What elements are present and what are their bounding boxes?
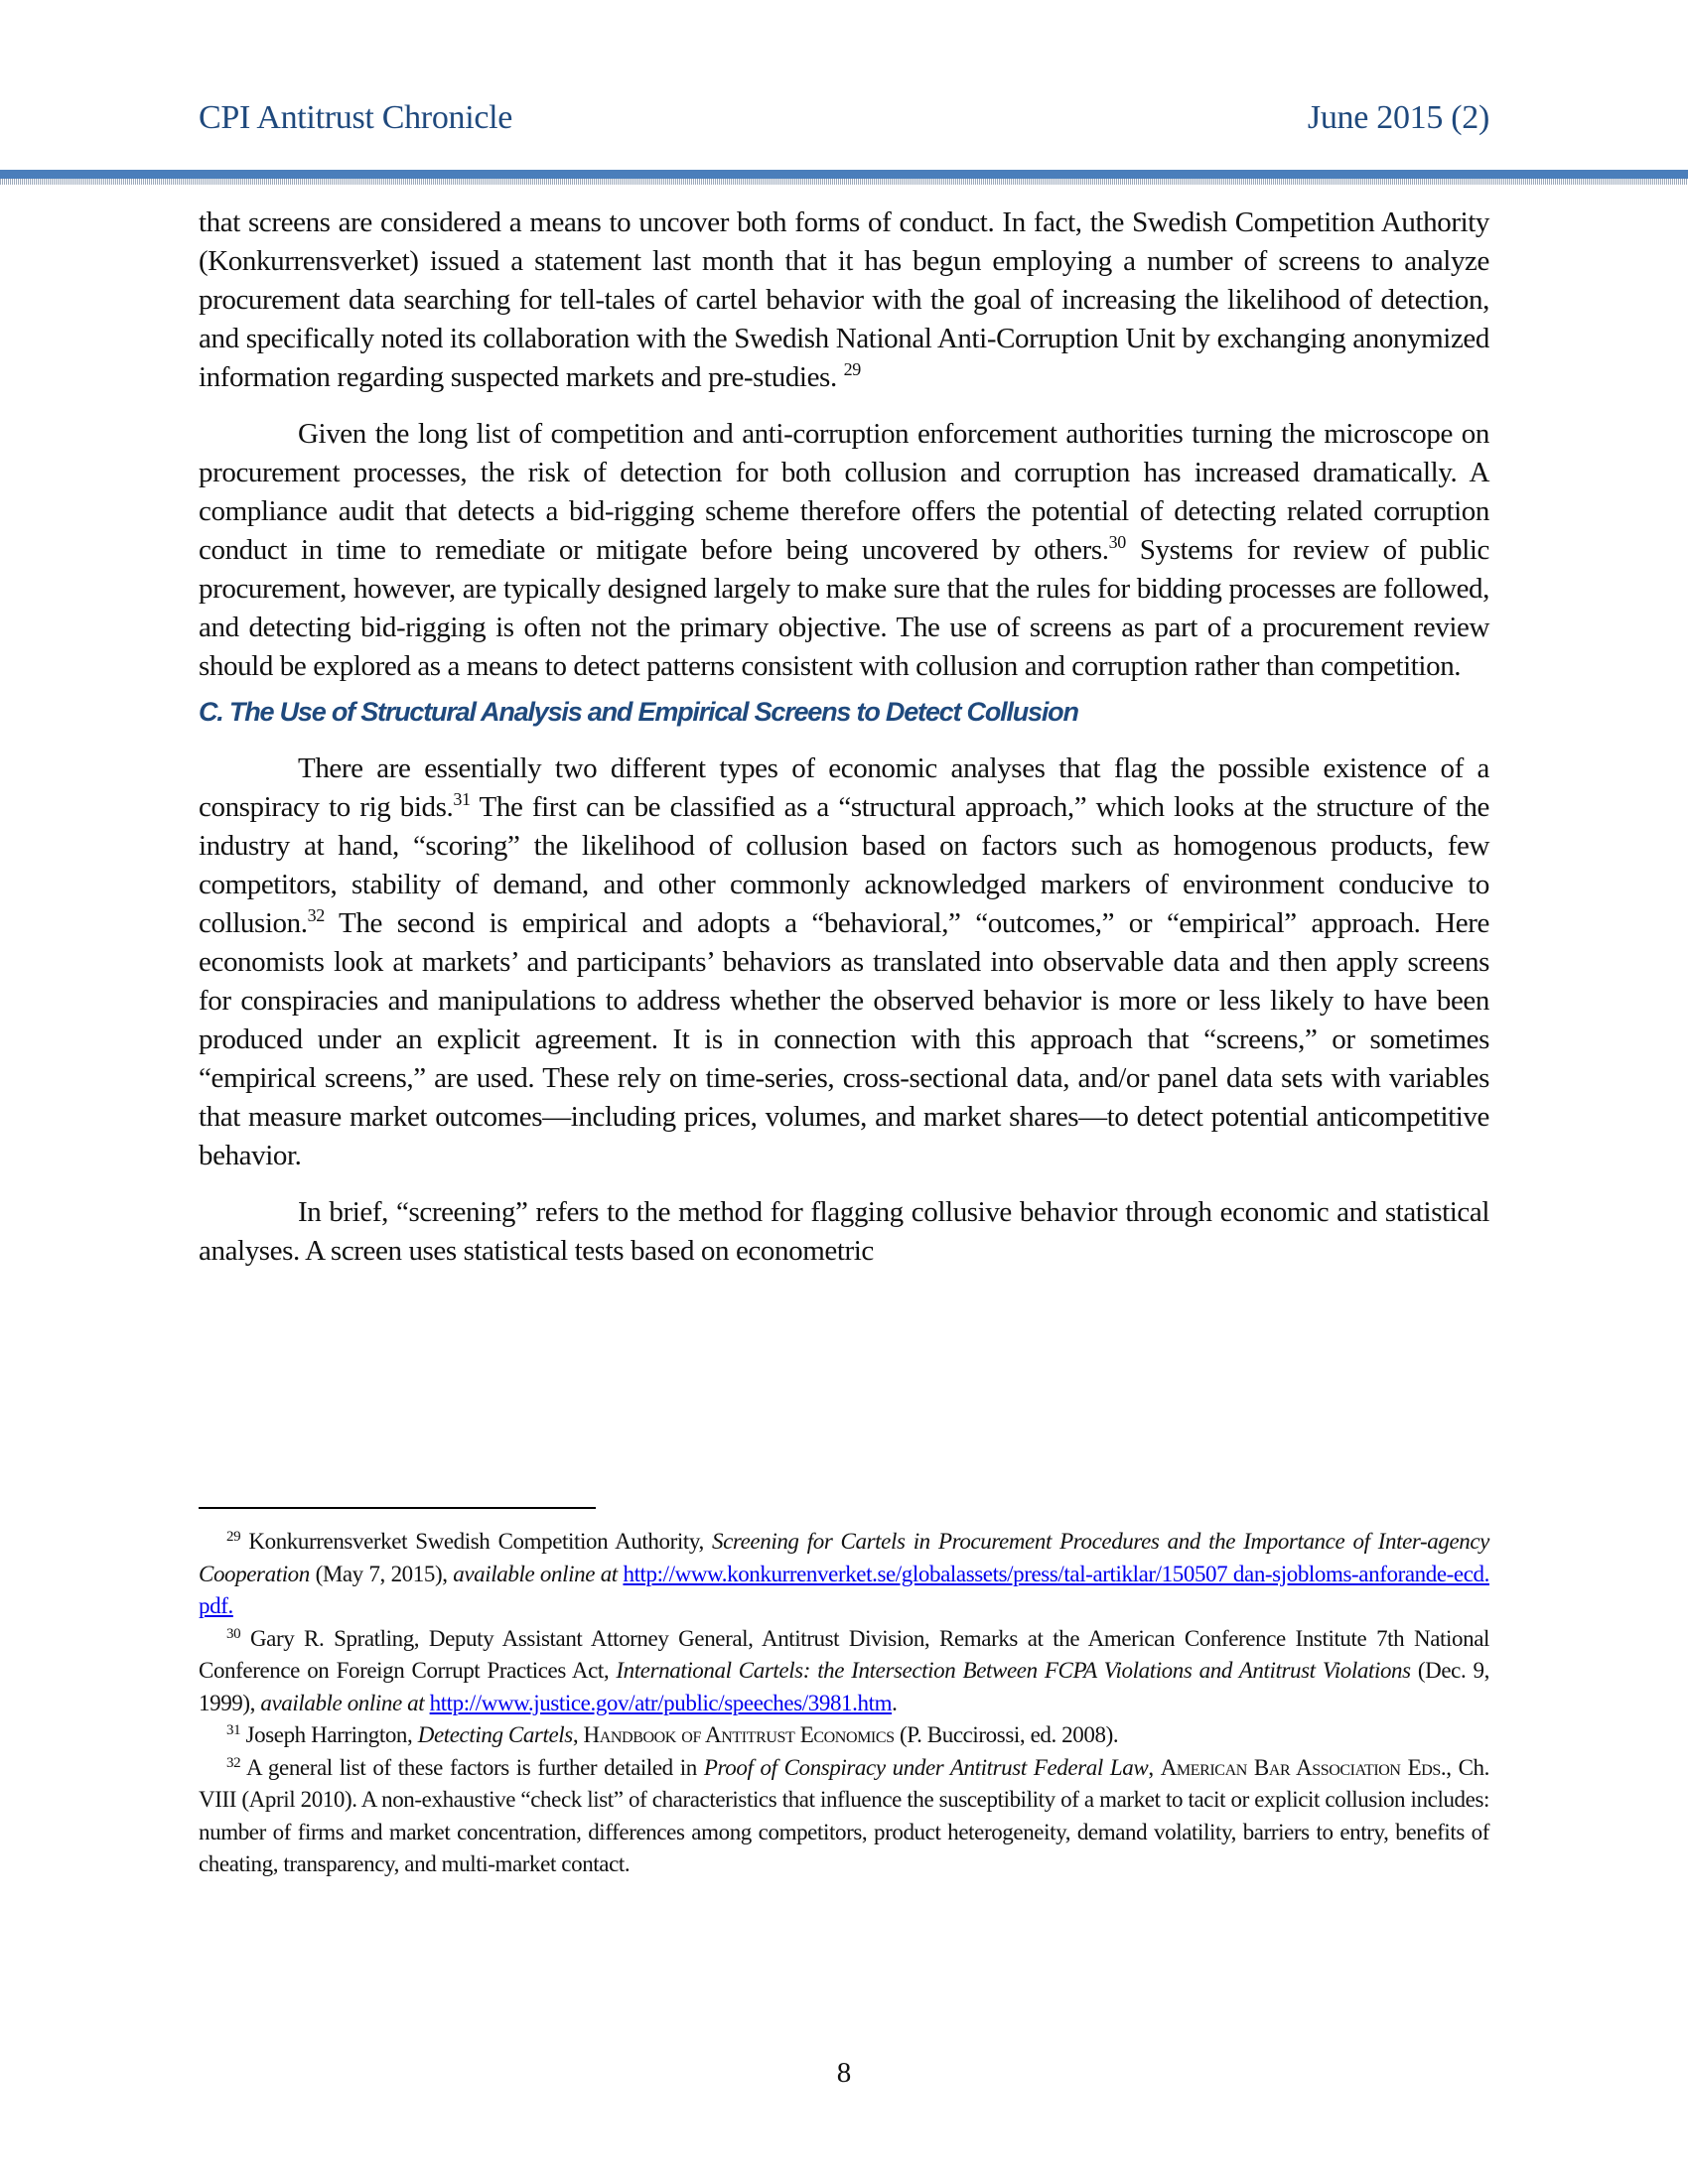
- paragraph: In brief, “screening” refers to the method for flagging collusive behavior through economic and statistical analyses. A screen uses statistical tests based on econometric: [199, 1196, 1489, 1267]
- paragraph: that screens are considered a means to uncover both forms of conduct. In fact, the Swedish Competition Authority (Konkurrensverket) issued a statement last month that it has begun employing a number of screens to analyze procurement data searching for tell-tales of cartel behavior with the goal of increasing the likelihood of detection, and specifically noted its collaboration with the Swedish National Anti-Corruption Unit by exchanging anonymized information regarding suspected markets and pre-studies. $^{29}$: [199, 206, 1489, 393]
- issue-date: June 2015 (2): [1307, 99, 1489, 136]
- paragraph: There are essentially two different types of economic analyses that flag the possible existence of a conspiracy to rig bids.$^{31}$ The first can be classified as a “structural approach,” which looks at the structure of the industry at hand, “scoring” the likelihood of collusion based on factors such as homogenous products, few competitors, stability of demand, and other commonly acknowledged markers of environment conducive to collusion.$^{32}$ The second is empirical and adopts a “behavioral,” “outcomes,” or “empirical” approach. Here economists look at markets’ and participants’ behaviors as translated into observable data and then apply screens for conspiracies and manipulations to address whether the observed behavior is more or less likely to have been produced under an explicit agreement. It is in connection with this approach that “screens,” or sometimes “empirical screens,” are used. These rely on time-series, cross-sectional data, and/or panel data sets with variables that measure market outcomes—including prices, volumes, and market shares—to detect potential anticompetitive behavior.: [199, 752, 1490, 1171]
- footnote-29: $^{29}$ Konkurrensverket Swedish Competition Authority, Screening for Cartels in Procurement Procedures and the Importance of Inter-agency Cooperation (May 7, 2015), available online at http://www.konkurrenverket.se/globalassets/press/tal-artiklar/150507 dan-sjobloms-anforande-ecd.pdf.: [199, 1529, 1489, 1618]
- footnotes: [199, 1526, 1489, 1881]
- header-rule-pattern: [0, 179, 1688, 185]
- footnote-link[interactable]: http://www.justice.gov/atr/public/speeches/3981.htm: [429, 1690, 893, 1715]
- publication-title: CPI Antitrust Chronicle: [199, 99, 513, 136]
- footnote-ref[interactable]: 29: [843, 359, 861, 379]
- page-number: 8: [836, 2057, 852, 2089]
- header-rule: [0, 170, 1688, 179]
- section-heading: C. The Use of Structural Analysis and Empirical Screens to Detect Collusion: [199, 697, 1078, 727]
- main-text: [199, 204, 1489, 1289]
- footnote-32: $^{32}$ A general list of these factors is further detailed in Proof of Conspiracy under Antitrust Federal Law, American Bar Association Eds., Ch. VIII (April 2010). A non-exhaustive “check list” of characteristics that influence the susceptibility of a market to tacit or explicit collusion includes: number of firms and market concentration, differences among competitors, product heterogeneity, demand volatility, barriers to entry, benefits of cheating, transparency, and multi-market contact.: [199, 1754, 1490, 1876]
- footnote-ref[interactable]: 30: [1108, 532, 1126, 552]
- footnote-30: $^{30}$ Gary R. Spratling, Deputy Assistant Attorney General, Antitrust Division, Remarks at the American Conference Institute 7th National Conference on Foreign Corrupt Practices Act, International Cartels: the Intersection Between FCPA Violations and Antitrust Violations (Dec. 9, 1999), available online at http://www.justice.gov/atr/public/speeches/3981.htm.: [199, 1625, 1489, 1715]
- footnote-ref[interactable]: 32: [307, 905, 325, 925]
- footnote-ref[interactable]: 31: [453, 789, 471, 809]
- running-header: [199, 99, 1489, 149]
- footnote-31: $^{31}$ Joseph Harrington, Detecting Cartels, Handbook of Antitrust Economics (P. Buccirossi, ed. 2008).: [226, 1722, 1119, 1747]
- footnote-separator: [199, 1507, 596, 1509]
- footnote-link[interactable]: http://www.konkurrenverket.se/globalassets/press/tal-artiklar/150507 dan-sjobloms-anforande-ecd.pdf.: [199, 1561, 1489, 1618]
- paragraph: Given the long list of competition and anti-corruption enforcement authorities turning the microscope on procurement processes, the risk of detection for both collusion and corruption has increased dramatically. A compliance audit that detects a bid-rigging scheme therefore offers the potential of detecting related corruption conduct in time to remediate or mitigate before being uncovered by others.$^{30}$ Systems for review of public procurement, however, are typically designed largely to make sure that the rules for bidding processes are followed, and detecting bid-rigging is often not the primary objective. The use of screens as part of a procurement review should be explored as a means to detect patterns consistent with collusion and corruption rather than competition.: [199, 418, 1489, 682]
